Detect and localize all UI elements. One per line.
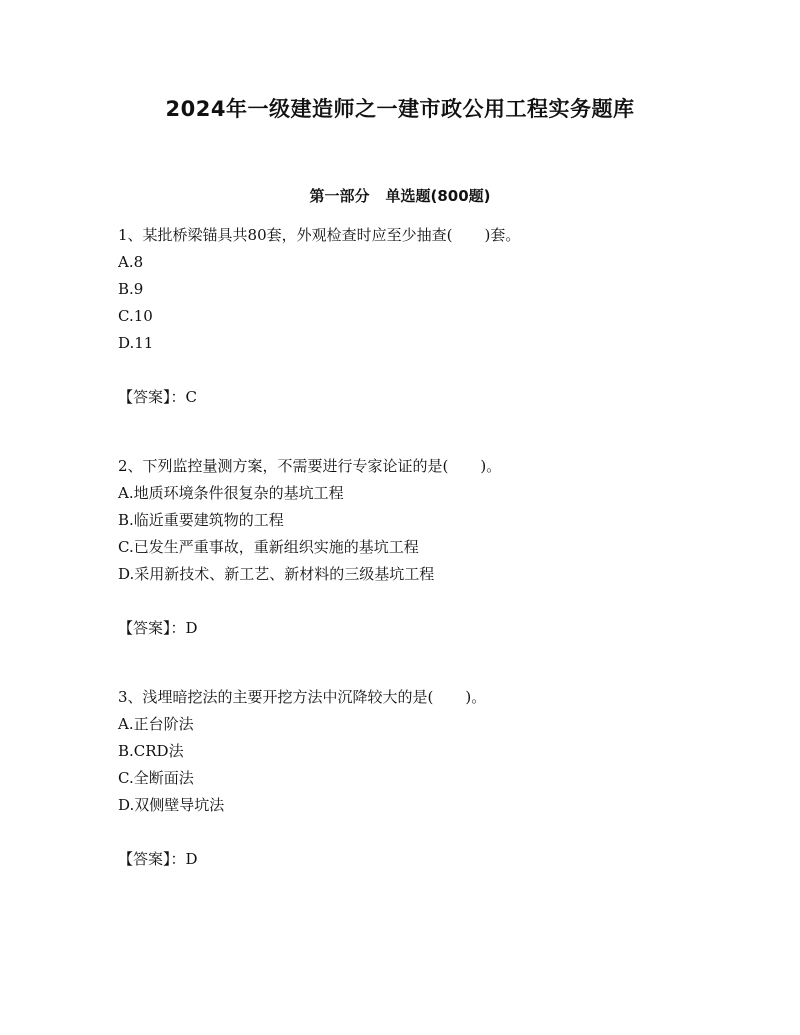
question-stem: 1、某批桥梁锚具共80套，外观检查时应至少抽查( )套。 bbox=[118, 226, 521, 244]
question-1 bbox=[118, 222, 718, 411]
option-a: A.正台阶法 bbox=[118, 715, 194, 733]
answer-label: 【答案】：D bbox=[118, 850, 198, 868]
question-stem: 2、下列监控量测方案，不需要进行专家论证的是( )。 bbox=[118, 457, 502, 475]
page-title: 2024年一级建造师之一建市政公用工程实务题库 bbox=[165, 97, 635, 121]
question-2 bbox=[118, 453, 718, 642]
section-name: 单选题(800题) bbox=[385, 187, 491, 205]
option-b: B.临近重要建筑物的工程 bbox=[118, 511, 284, 529]
question-stem: 3、浅埋暗挖法的主要开挖方法中沉降较大的是( )。 bbox=[118, 688, 487, 706]
section-heading bbox=[0, 183, 800, 209]
answer-label: 【答案】：D bbox=[118, 619, 198, 637]
answer-label: 【答案】：C bbox=[118, 388, 197, 406]
option-d: D.双侧壁导坑法 bbox=[118, 796, 225, 814]
option-a: A.8 bbox=[118, 253, 144, 271]
option-a: A.地质环境条件很复杂的基坑工程 bbox=[118, 484, 344, 502]
option-c: C.已发生严重事故，重新组织实施的基坑工程 bbox=[118, 538, 419, 556]
section-part: 第一部分 bbox=[309, 187, 370, 205]
option-b: B.CRD法 bbox=[118, 742, 184, 760]
option-d: D.采用新技术、新工艺、新材料的三级基坑工程 bbox=[118, 565, 435, 583]
option-c: C.全断面法 bbox=[118, 769, 194, 787]
option-d: D.11 bbox=[118, 334, 154, 352]
question-3 bbox=[118, 684, 718, 873]
option-c: C.10 bbox=[118, 307, 153, 325]
option-b: B.9 bbox=[118, 280, 144, 298]
